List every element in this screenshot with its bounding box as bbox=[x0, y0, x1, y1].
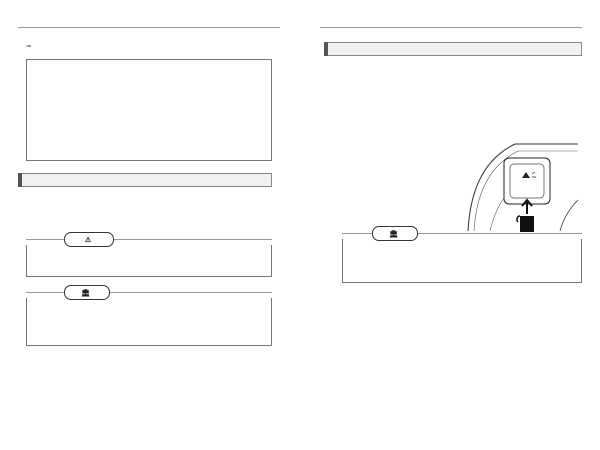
dashboard-illustration bbox=[460, 136, 580, 236]
caution-box bbox=[26, 245, 272, 277]
continued-note bbox=[26, 44, 31, 51]
header-rule-right bbox=[320, 27, 582, 28]
section-title-accent bbox=[18, 173, 22, 187]
note-icon: 🏛 bbox=[81, 289, 90, 297]
warning-triangle-icon: ⚠ bbox=[84, 236, 92, 244]
continued-arrow-icon: ⇒ bbox=[26, 44, 32, 50]
section-title-braking-assist bbox=[18, 173, 272, 187]
caution-rule bbox=[26, 239, 272, 240]
note-box-right bbox=[342, 239, 582, 283]
header-rule-left bbox=[18, 27, 280, 28]
note-rule-left bbox=[26, 292, 272, 293]
section-title-accent-right bbox=[324, 42, 328, 56]
off-switch-figure bbox=[460, 136, 580, 236]
conditions-box bbox=[26, 59, 272, 161]
note-icon-right: 🏛 bbox=[389, 230, 398, 238]
section-title-turning-off bbox=[324, 42, 582, 56]
note-box-left bbox=[26, 298, 272, 346]
